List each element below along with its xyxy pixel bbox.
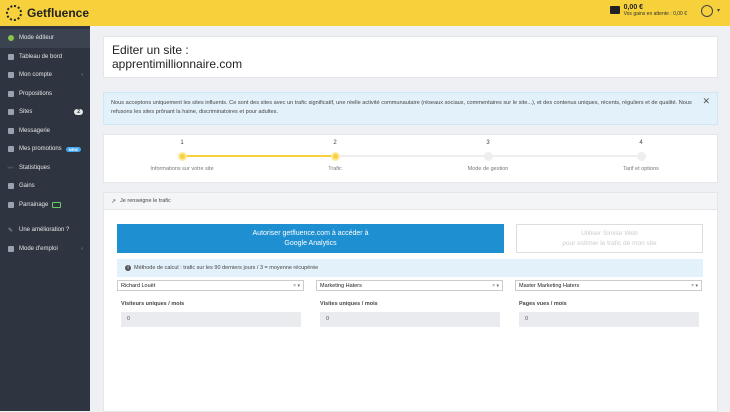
select-value: Richard Louët	[121, 282, 156, 289]
property-select[interactable]	[316, 280, 503, 291]
step-progress	[103, 134, 718, 183]
sidebar-item-tableau-de-bord[interactable]	[0, 48, 90, 67]
step-number: 4	[639, 140, 643, 146]
gift-icon	[52, 202, 61, 208]
step-dot	[178, 152, 187, 161]
sidebar-item-gains[interactable]	[0, 177, 90, 196]
sidebar-item-label: Mes promotions	[19, 146, 62, 153]
clear-dropdown-icon[interactable]: × ▾	[492, 282, 499, 289]
clear-dropdown-icon[interactable]: × ▾	[293, 282, 300, 289]
trend-icon: ↗	[111, 198, 117, 205]
pending-earnings: Vos gains en attente : 0,00 €	[623, 11, 687, 17]
calc-method-info	[117, 259, 703, 277]
proposals-icon	[7, 90, 14, 97]
close-icon[interactable]: ✕	[702, 96, 710, 106]
sidebar-item-label: Parrainage	[19, 201, 49, 208]
sidebar-item-label: Sites	[19, 109, 33, 116]
view-select[interactable]	[515, 280, 702, 291]
field-label: Visites uniques / mois	[320, 301, 378, 307]
sidebar-item-propositions[interactable]	[0, 85, 90, 104]
chevron-down-icon[interactable]: ▾	[716, 8, 720, 14]
sites-count-badge: 2	[74, 109, 83, 115]
notice-text: Nous acceptons uniquement les sites influents. Ce sont des sites avec un trafic significatif, une réelle activité communautaire (réseaux sociaux, commentaires sur le site...), et des contenus uniques, récents, réguliers et de qualité. Nous refusons les sites prônant la haine, discriminatoires et pour adultes.	[111, 100, 692, 115]
balance[interactable]	[624, 4, 687, 17]
select-value: Master Marketing Haters	[519, 282, 580, 289]
button-line: Google Analytics	[284, 240, 337, 247]
step-number: 1	[180, 140, 184, 146]
status-dot-icon	[7, 35, 14, 42]
page-title: Editer un site :	[112, 43, 189, 57]
field-label: Pages vues / mois	[519, 301, 567, 307]
sidebar-item-parrainage[interactable]	[0, 196, 90, 215]
step-3[interactable]	[428, 140, 548, 172]
new-badge: NEW	[66, 147, 81, 152]
page-views-input[interactable]: 0	[519, 312, 699, 327]
user-icon[interactable]	[701, 5, 713, 17]
dashboard-icon	[7, 53, 14, 60]
sidebar-item-mode-editeur[interactable]	[0, 29, 90, 48]
step-2[interactable]	[275, 140, 395, 172]
referral-icon	[7, 201, 14, 208]
wallet-icon	[610, 6, 620, 14]
info-text: Méthode de calcul : trafic sur les 90 derniers jours / 3 = moyenne récupérée	[134, 265, 319, 271]
button-line: Autoriser getfluence.com à accéder à	[252, 230, 369, 237]
page-header	[103, 36, 718, 78]
info-icon: i	[125, 265, 131, 271]
sidebar-item-label: Propositions	[19, 90, 53, 97]
promotions-icon	[7, 146, 14, 153]
step-dot	[484, 152, 493, 161]
google-analytics-button[interactable]	[117, 224, 504, 253]
sidebar-item-label: Mon compte	[19, 72, 53, 79]
traffic-card	[103, 192, 718, 412]
help-icon	[7, 245, 14, 252]
mail-icon	[7, 127, 14, 134]
sidebar-item-label: Messagerie	[19, 127, 51, 134]
sidebar-item-label: Une amélioration ?	[19, 227, 70, 234]
traffic-header	[104, 193, 717, 210]
main-content	[103, 36, 718, 412]
site-name: apprentimillionnaire.com	[112, 57, 243, 71]
unique-visits-field	[320, 301, 500, 327]
brand-logo[interactable]	[0, 5, 90, 21]
sidebar-item-mode-emploi[interactable]	[0, 240, 90, 259]
gains-icon	[7, 183, 14, 190]
step-4[interactable]	[581, 140, 701, 172]
sidebar-item-label: Gains	[19, 183, 35, 190]
button-line: pour estimer le trafic de mon site	[562, 240, 657, 247]
sidebar-item-label: Statistiques	[19, 164, 51, 171]
unique-visitors-input[interactable]: 0	[121, 312, 301, 327]
wrench-icon: ✎	[7, 227, 14, 234]
sidebar-item-statistiques[interactable]	[0, 159, 90, 178]
balance-amount: 0,00 €	[623, 4, 644, 11]
step-number: 2	[333, 140, 337, 146]
step-label: Informations sur votre site	[150, 166, 214, 172]
notice-banner	[103, 92, 718, 125]
sidebar-item-label: Mode d'emploi	[19, 245, 58, 252]
similar-web-button[interactable]	[516, 224, 703, 253]
top-bar	[0, 0, 730, 26]
traffic-title: Je renseigne le trafic	[120, 198, 171, 204]
sidebar-item-messagerie[interactable]	[0, 122, 90, 141]
stats-icon: 〰	[7, 166, 14, 173]
chevron-left-icon: ‹	[81, 72, 83, 79]
step-number: 3	[486, 140, 490, 146]
chevron-left-icon: ‹	[81, 245, 83, 252]
sidebar-item-amelioration[interactable]	[0, 221, 90, 240]
step-dot	[331, 152, 340, 161]
sidebar-item-sites[interactable]	[0, 103, 90, 122]
step-label: Mode de gestion	[467, 166, 509, 172]
button-line: Utiliser Similar Web	[581, 230, 638, 237]
sidebar-item-label: Tableau de bord	[19, 53, 63, 60]
account-icon	[7, 72, 14, 79]
sidebar-item-mes-promotions[interactable]	[0, 140, 90, 159]
unique-visits-input[interactable]: 0	[320, 312, 500, 327]
field-label: Visiteurs uniques / mois	[121, 301, 185, 307]
unique-visitors-field	[121, 301, 301, 327]
sites-icon	[7, 109, 14, 116]
clear-dropdown-icon[interactable]: × ▾	[691, 282, 698, 289]
step-label: Trafic	[328, 166, 342, 172]
page-views-field	[519, 301, 699, 327]
step-label: Tarif et options	[623, 166, 659, 172]
sidebar-item-mon-compte[interactable]	[0, 66, 90, 85]
brand-name: Getfluence	[27, 6, 90, 20]
step-dot	[637, 152, 646, 161]
logo-icon	[6, 5, 22, 21]
sidebar	[0, 26, 90, 411]
account-select[interactable]	[117, 280, 304, 291]
sidebar-item-label: Mode éditeur	[19, 35, 55, 42]
step-1[interactable]	[122, 140, 242, 172]
select-value: Marketing Haters	[320, 282, 362, 289]
